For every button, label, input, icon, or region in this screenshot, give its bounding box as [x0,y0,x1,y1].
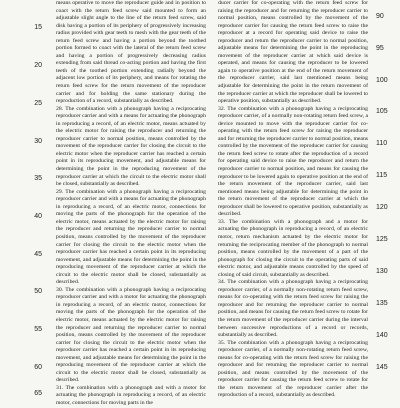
line-number: 25 [34,100,42,107]
line-number: 145 [376,364,388,371]
line-number: 130 [376,268,388,275]
claims-text-left-column: means operative to move the reproducer guide and in position to coact with the return feed screw said mounted to form an adjustable slight angle to the line of the return feed screw, said disk having a portion of its periphery of progressively increasing radius provided with gear teeth to mesh with the gear teeth of the return feed screw and having a portion beyond the toothed portion formed to coact with the lateral of the return feed screw and having a portion of progressively decreasing radius extending from said thread co-acting portion and having the first teeth of the toothed portion extending radially beyond the adjacent low portion of its periphery, and means for rotating the return feed screw for the return movement of the reproducer carrier and for holding the same stationary during the reproduction of a record, substantially as described. 28. The combination with a phonograph having a reciprocating reproducer carrier and with a means for actuating the phonograph in reproducing a record, of an electric motor, means actuated by the electric motor for raising the reproducer and returning the reproducer carrier to normal position, means controlled by the movement of the reproducer carrier for closing the circuit to the electric motor when the reproducer carrier has reached a certain point in its reproducing movement, and adjustable means for determining the point in the reproducing movement of the reproducer carrier at which the circuit to the electric motor shall be closed, substantially as described. 29. The combination with a phonograph having a reciprocating reproducer carrier and with a means for actuating the phonograph in reproducing a record, of an electric motor, connections for moving the parts of the phonograph for the operation of the electric motor, means actuated by the electric motor for raising the reproducer and returning the reproducer carrier to normal position, means controlled by the movement of the reproducer carrier for closing the circuit to the electric motor when the reproducer carrier has reached a certain point in its reproducing movement, and adjustable means for determining the point in the reproducing movement of the reproducer carrier at which the circuit to the electric motor shall be closed, substantially as described. 30. The combination with a phonograph having a reciprocating reproducer carrier and with a motor for actuating the phonograph in reproducing a record, of an electric motor, connections for moving the parts of the phonograph for the operation of the electric motor, means actuated by the electric motor for raising the reproducer and returning the reproducer carrier to normal position, means controlled by the movement of the reproducer carrier for closing the circuit to the electric motor when the reproducer carrier has reached a certain point in its reproducing movement, and adjustable means for determining the point in the reproducing movement of the reproducer carrier at which the circuit to the electric motor shall be closed, substantially as described. 31. The combination with a phonograph and with a motor for actuating the phonograph in reproducing a record, of an electric motor, connections for moving parts in the [56,0,206,406]
line-number: 50 [34,288,42,295]
line-number: 125 [376,236,388,243]
line-number: 140 [376,332,388,339]
line-number: 115 [376,172,388,179]
line-number: 135 [376,300,388,307]
line-number: 35 [34,175,42,182]
line-number: 55 [34,326,42,333]
line-number: 40 [34,213,42,220]
line-number: 110 [376,140,388,147]
line-number: 65 [34,390,42,397]
line-number: 45 [34,251,42,258]
line-number: 30 [34,138,42,145]
line-number: 60 [34,364,42,371]
line-number: 15 [34,24,42,31]
claims-text-right-column: ducer carrier for co-operating with the return feed screw for raising the reproducer and for returning the reproducer carrier to normal position, means controlled by the movement of the reproducer carrier for causing the return feed screw to raise the reproducer at a record for operating said device to raise the reproducer and return the reproducer carrier to normal position, adjustable means for determining the point in the reproducing movement of the reproducer carrier at which said device is operated, and means for causing the reproducer to be lowered again to operative position at the end of the return movement of the reproducer carrier, said last mentioned means being adjustable for determining the point in the return movement of the reproducer carrier at which the reproducer shall be lowered to operative position, substantially as described. 32. The combination with a phonograph having a reciprocating reproducer carrier, of a normally non-rotating return feed screw, a device mounted to move with the reproducer carrier for co-operating with the return feed screw for raising the reproducer and for returning the reproducer carrier to normal position, means controlled by the movement of the reproducer carrier for causing the return feed screw to rotate after the reproduction of a record for operating said device to raise the reproducer and return the reproducer carrier to normal position, and means for causing the reproducer to be lowered again to operative position at the end of the return movement of the reproducer carrier, said last mentioned means being adjustable for determining the point in the return movement of the reproducer carrier at which the reproducer shall be lowered to operative position, substantially as described. 33. The combination with a phonograph and a motor for actuating the phonograph in reproducing a record, of an electric motor, return mechanism actuated by the electric motor for returning the reciprocating member of the phonograph to normal position, means controlled by the movement of a part of the phonograph for closing the circuit to the operating parts of said electric motor, and adjustable means controlled by the speed of closing of said circuit, substantially as described. 34. The combination with a phonograph having a reciprocating reproducer carrier, of a normally non-rotating return feed screw, means for co-operating with the return feed screw for raising the reproducer and for returning the reproducer carrier to normal position, and means for causing the return feed screw to rotate for the return movement of the reproducer carrier during the interval between successive reproductions of a record or records, substantially as described. 35. The combination with a phonograph having a reciprocating reproducer carrier, of a normally non-rotating return feed screw, means for co-operating with the return feed screw for raising the reproducer and for returning the reproducer carrier to normal position, and means controlled by the movement of the reproducer carrier for causing the return feed screw to rotate for the return movement of the reproducer carrier after the reproduction of a record, substantially as described. [218,0,368,399]
line-number: 120 [376,204,388,211]
line-number: 105 [376,108,388,115]
line-number: 20 [34,62,42,69]
line-number: 95 [376,45,384,52]
line-number: 90 [376,13,384,20]
line-number: 100 [376,77,388,84]
